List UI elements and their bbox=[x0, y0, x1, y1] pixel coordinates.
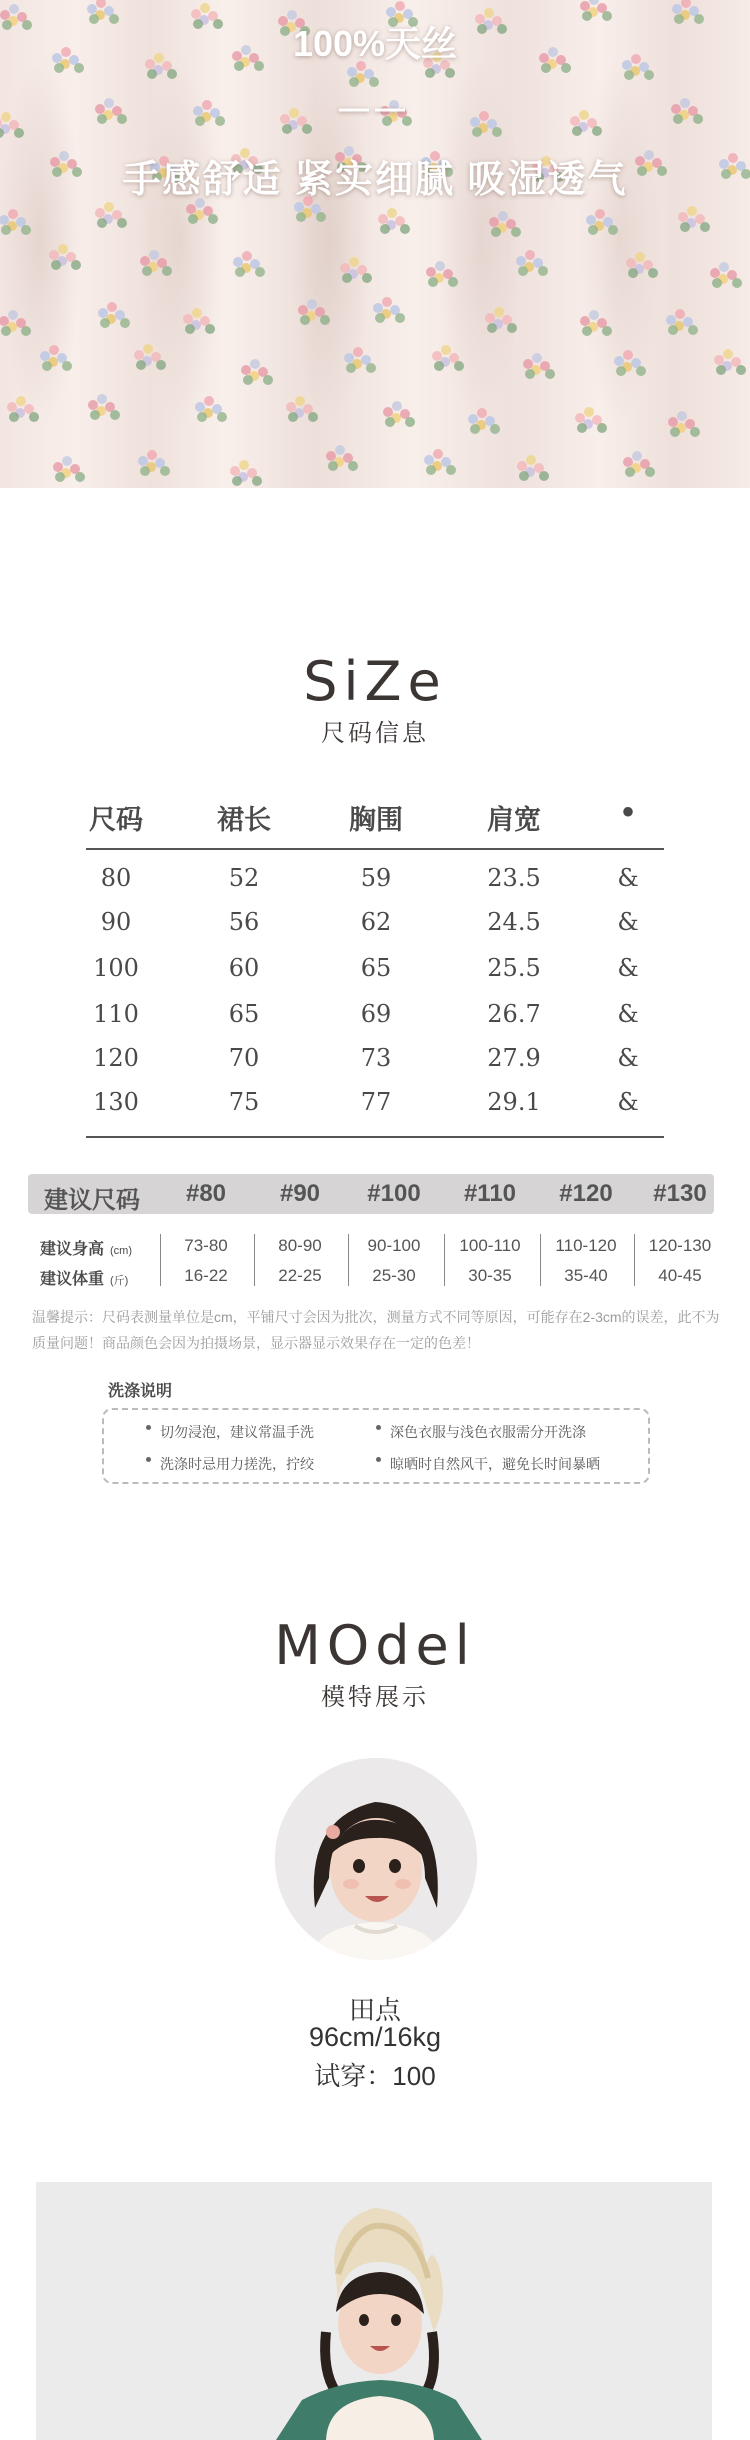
flower-motif bbox=[326, 445, 360, 471]
cell-chest: 69 bbox=[360, 1000, 392, 1028]
column-divider bbox=[634, 1234, 635, 1286]
flower-motif bbox=[7, 396, 41, 422]
weight-value: 16-22 bbox=[184, 1266, 228, 1285]
flower-motif bbox=[575, 407, 609, 433]
rec-size: #130 bbox=[653, 1180, 707, 1207]
weight-value: 22-25 bbox=[278, 1266, 322, 1285]
cell-length: 52 bbox=[228, 864, 260, 892]
cell-length: 70 bbox=[228, 1044, 260, 1072]
cell-length: 75 bbox=[228, 1088, 260, 1116]
cell-chest: 65 bbox=[360, 954, 392, 982]
cell-extra: & bbox=[617, 954, 639, 982]
flower-motif bbox=[230, 460, 264, 486]
flower-motif bbox=[340, 257, 374, 283]
rec-size: #120 bbox=[559, 1180, 613, 1207]
header-chest: 胸围 bbox=[349, 805, 403, 836]
flower-motif bbox=[0, 209, 33, 235]
fabric-hero-image bbox=[0, 0, 750, 488]
height-label bbox=[40, 1236, 132, 1259]
header-shoulder: 肩宽 bbox=[487, 805, 541, 836]
flower-motif bbox=[233, 251, 267, 277]
flower-motif bbox=[378, 208, 412, 234]
cell-size: 90 bbox=[100, 908, 132, 936]
column-divider bbox=[444, 1234, 445, 1286]
cell-length: 56 bbox=[228, 908, 260, 936]
header-size: 尺码 bbox=[89, 805, 143, 836]
flower-motif bbox=[286, 396, 320, 422]
flower-motif bbox=[134, 344, 168, 370]
cell-chest: 62 bbox=[360, 908, 392, 936]
height-value: 90-100 bbox=[367, 1236, 421, 1255]
flower-motif bbox=[489, 211, 523, 237]
recommend-weight-row bbox=[28, 1262, 714, 1292]
flower-motif bbox=[426, 261, 460, 287]
weight-label bbox=[40, 1266, 128, 1289]
flower-motif bbox=[666, 309, 700, 335]
weight-unit: (斤) bbox=[110, 1275, 129, 1287]
flower-motif bbox=[49, 244, 83, 270]
flower-motif bbox=[241, 359, 275, 385]
flower-motif bbox=[468, 408, 502, 434]
flower-motif bbox=[344, 347, 378, 373]
recommend-height-row bbox=[28, 1232, 714, 1262]
cell-shoulder: 24.5 bbox=[487, 908, 541, 936]
model-section-heading bbox=[0, 1614, 750, 1712]
height-value: 73-80 bbox=[184, 1236, 228, 1255]
flower-motif bbox=[586, 209, 620, 235]
model-avatar bbox=[275, 1758, 477, 1960]
model-stats: 96cm/16kg bbox=[308, 2022, 442, 2052]
cell-size: 80 bbox=[100, 864, 132, 892]
weight-value: 25-30 bbox=[372, 1266, 416, 1285]
table-bottom-rule bbox=[86, 1136, 664, 1138]
model-photo bbox=[36, 2182, 712, 2440]
hero-divider: —— bbox=[339, 92, 411, 125]
cell-length: 65 bbox=[228, 1000, 260, 1028]
flower-motif bbox=[424, 449, 458, 475]
table-row bbox=[86, 902, 664, 946]
weight-value: 35-40 bbox=[564, 1266, 608, 1285]
cell-shoulder: 29.1 bbox=[487, 1088, 541, 1116]
size-table-header bbox=[86, 790, 664, 846]
flower-motif bbox=[516, 250, 550, 276]
size-table bbox=[86, 790, 664, 1116]
recommend-size-bar bbox=[28, 1174, 714, 1214]
table-row bbox=[86, 858, 664, 902]
recommend-label: 建议尺码 bbox=[44, 1187, 140, 1214]
cell-shoulder: 23.5 bbox=[487, 864, 541, 892]
hero-features: 手感舒适 紧实细腻 吸湿透气 bbox=[122, 159, 628, 201]
cell-length: 60 bbox=[228, 954, 260, 982]
cell-shoulder: 26.7 bbox=[487, 1000, 541, 1028]
column-divider bbox=[160, 1234, 161, 1286]
flower-motif bbox=[485, 307, 519, 333]
height-value: 110-120 bbox=[555, 1236, 617, 1255]
flower-motif bbox=[710, 262, 744, 288]
size-title-en: SiZe bbox=[303, 650, 447, 713]
flower-motif bbox=[623, 451, 657, 477]
cell-extra: & bbox=[617, 1000, 639, 1028]
cell-size: 130 bbox=[93, 1088, 139, 1116]
rec-size: #80 bbox=[185, 1180, 227, 1207]
flower-motif bbox=[138, 450, 172, 476]
header-length: 裙长 bbox=[217, 805, 271, 836]
rec-size: #100 bbox=[367, 1180, 421, 1207]
model-full-photo bbox=[36, 2182, 712, 2440]
cell-extra: & bbox=[617, 1088, 639, 1116]
flower-motif bbox=[523, 353, 557, 379]
weight-value: 40-45 bbox=[658, 1266, 702, 1285]
cell-size: 120 bbox=[93, 1044, 139, 1072]
size-section-heading bbox=[0, 650, 750, 748]
height-value: 80-90 bbox=[278, 1236, 322, 1255]
wash-item: 深色衣服与浅色衣服需分开洗涤 bbox=[390, 1424, 586, 1440]
flower-motif bbox=[614, 350, 648, 376]
flower-motif bbox=[140, 250, 174, 276]
model-name: 田点 bbox=[348, 1995, 401, 2025]
column-divider bbox=[254, 1234, 255, 1286]
flower-motif bbox=[88, 394, 122, 420]
model-portrait bbox=[275, 1758, 477, 1960]
column-divider bbox=[540, 1234, 541, 1286]
cell-size: 110 bbox=[93, 1000, 139, 1028]
weight-label-text: 建议体重 bbox=[40, 1271, 105, 1288]
flower-motif bbox=[668, 411, 702, 437]
cell-shoulder: 27.9 bbox=[487, 1044, 541, 1072]
cell-shoulder: 25.5 bbox=[487, 954, 541, 982]
table-row bbox=[86, 1082, 664, 1126]
flower-motif bbox=[95, 202, 129, 228]
wash-instructions-box bbox=[102, 1408, 650, 1484]
height-unit: (cm) bbox=[110, 1245, 133, 1257]
height-value: 120-130 bbox=[648, 1236, 712, 1255]
flower-motif bbox=[53, 456, 87, 482]
header-extra: • bbox=[619, 798, 637, 829]
cell-chest: 77 bbox=[360, 1088, 392, 1116]
wash-item: 洗涤时忌用力搓洗，拧绞 bbox=[160, 1456, 314, 1472]
measurement-tip: 温馨提示：尺码表测量单位是cm，平铺尺寸会因为批次，测量方式不同等原因，可能存在2-3cm的误差，此不为质量问题！商品颜色会因为拍摄场景，显示器显示效果存在一定的色差！ bbox=[32, 1309, 720, 1351]
wash-title: 洗涤说明 bbox=[108, 1383, 173, 1400]
flower-motif bbox=[517, 455, 551, 481]
height-value: 100-110 bbox=[459, 1236, 521, 1255]
flower-motif bbox=[183, 308, 217, 334]
wash-item: 切勿浸泡，建议常温手洗 bbox=[160, 1424, 314, 1440]
flower-motif bbox=[195, 396, 229, 422]
flower-motif bbox=[432, 345, 466, 371]
cell-extra: & bbox=[617, 908, 639, 936]
wash-item: 晾晒时自然风干，避免长时间暴晒 bbox=[390, 1456, 600, 1472]
table-row bbox=[86, 948, 664, 992]
cell-chest: 73 bbox=[360, 1044, 392, 1072]
hero-fabric-title: 100%天丝 bbox=[292, 23, 458, 64]
table-top-rule bbox=[86, 848, 664, 850]
table-row bbox=[86, 994, 664, 1038]
column-divider bbox=[348, 1234, 349, 1286]
cell-extra: & bbox=[617, 864, 639, 892]
flower-motif bbox=[678, 206, 712, 232]
model-title-cn: 模特展示 bbox=[321, 1683, 429, 1711]
flower-motif bbox=[298, 299, 332, 325]
rec-size: #110 bbox=[463, 1180, 517, 1207]
cell-chest: 59 bbox=[360, 864, 392, 892]
weight-value: 30-35 bbox=[468, 1266, 512, 1285]
height-label-text: 建议身高 bbox=[40, 1241, 105, 1258]
flower-motif bbox=[714, 349, 748, 375]
flower-motif bbox=[626, 252, 660, 278]
rec-size: #90 bbox=[279, 1180, 321, 1207]
cell-extra: & bbox=[617, 1044, 639, 1072]
flower-motif bbox=[0, 310, 33, 336]
flower-motif bbox=[383, 401, 417, 427]
flower-motif bbox=[40, 345, 74, 371]
flower-motif bbox=[98, 302, 132, 328]
flower-motif bbox=[580, 310, 614, 336]
cell-size: 100 bbox=[93, 954, 139, 982]
flower-motif bbox=[373, 297, 407, 323]
model-title-en: MOdel bbox=[274, 1614, 476, 1677]
size-title-cn: 尺码信息 bbox=[321, 719, 429, 747]
table-row bbox=[86, 1038, 664, 1082]
model-trial-size: 试穿：100 bbox=[314, 2061, 436, 2091]
